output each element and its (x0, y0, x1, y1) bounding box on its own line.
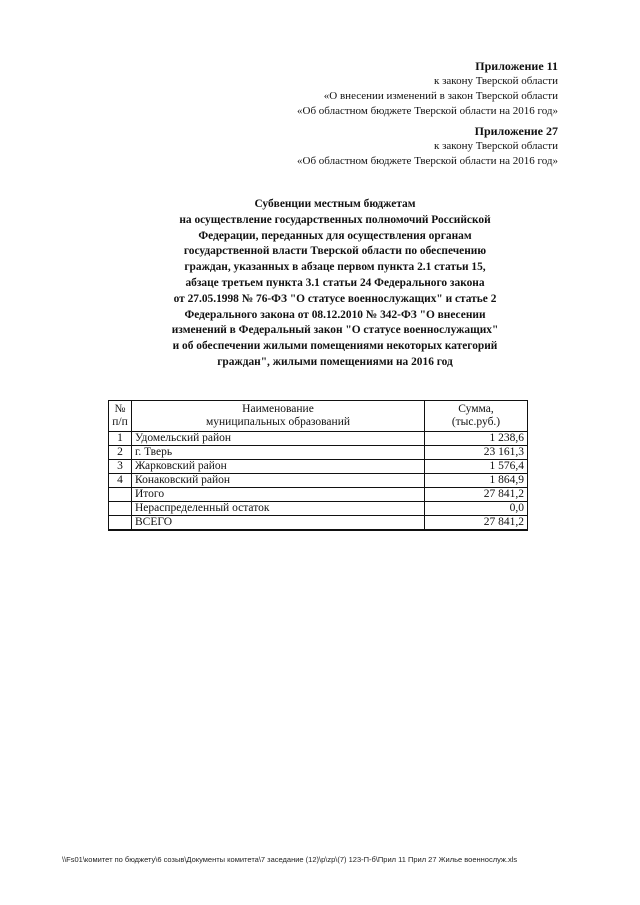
row-number: 3 (109, 460, 132, 474)
header-name (132, 401, 425, 432)
row-name: г. Тверь (132, 446, 425, 460)
row-sum: 1 576,4 (425, 460, 528, 474)
table-row (109, 432, 528, 446)
header-name-line1: Наименование (242, 403, 314, 415)
annex-11-line: к закону Тверской области (433, 75, 558, 87)
title-line: на осуществление государственных полномочий Российской (179, 213, 491, 226)
total-number-cell (109, 488, 132, 502)
row-name: Жарковский район (132, 460, 425, 474)
row-name: Удомельский район (132, 432, 425, 446)
title-line: от 27.05.1998 № 76-ФЗ "О статусе военнослужащих" и статье 2 (173, 292, 497, 305)
undistributed-label: Нераспределенный остаток (132, 502, 425, 516)
annex-11-header (297, 59, 558, 119)
row-name: Конаковский район (132, 474, 425, 488)
header-number (109, 401, 132, 432)
title-line: и об обеспечении жилыми помещениями некоторых категорий (172, 340, 498, 353)
header-sum (425, 401, 528, 432)
annex-11-line: «О внесении изменений в закон Тверской области (323, 90, 558, 102)
annex-27-line: к закону Тверской области (433, 140, 558, 152)
undistributed-sum: 0,0 (425, 502, 528, 516)
title-line: граждан", жилыми помещениями на 2016 год (217, 355, 453, 368)
header-number-line2: п/п (112, 416, 128, 428)
title-line: абзаце третьем пункта 3.1 статьи 24 Федерального закона (185, 276, 485, 289)
row-sum: 1 864,9 (425, 474, 528, 488)
header-number-line1: № (114, 403, 126, 415)
title-line: граждан, указанных в абзаце первом пункта 2.1 статьи 15, (184, 261, 486, 274)
title-line: Федерального закона от 08.12.2010 № 342-ФЗ "О внесении (184, 308, 486, 321)
document-title (150, 197, 520, 371)
table-header-row (109, 401, 528, 432)
subsidies-table (108, 400, 528, 531)
grand-total-row (109, 516, 528, 531)
undistributed-row (109, 502, 528, 516)
header-sum-line2: (тыс.руб.) (451, 416, 501, 428)
title-line: изменений в Федеральный закон "О статусе военнослужащих" (171, 324, 499, 337)
table-row (109, 474, 528, 488)
total-row (109, 488, 528, 502)
row-sum: 23 161,3 (425, 446, 528, 460)
header-sum-line1: Сумма, (458, 403, 494, 415)
annex-11-line: «Об областном бюджете Тверской области на 2016 год» (297, 105, 558, 117)
header-name-line2: муниципальных образований (205, 416, 351, 428)
total-label: Итого (132, 488, 425, 502)
row-number: 1 (109, 432, 132, 446)
title-line: Федерации, переданных для осуществления органам (198, 229, 472, 242)
annex-27-line: «Об областном бюджете Тверской области на 2016 год» (297, 155, 558, 167)
row-sum: 1 238,6 (425, 432, 528, 446)
annex-27-header (297, 124, 558, 169)
annex-27-title: Приложение 27 (474, 124, 558, 138)
row-number: 2 (109, 446, 132, 460)
table-row (109, 460, 528, 474)
total-sum: 27 841,2 (425, 488, 528, 502)
table-row (109, 446, 528, 460)
annex-11-title: Приложение 11 (475, 59, 558, 73)
grand-total-label: ВСЕГО (132, 516, 425, 531)
title-line: государственной власти Тверской области по обеспечению (183, 245, 487, 258)
undistributed-number-cell (109, 502, 132, 516)
file-path-footer: \\Fs01\комитет по бюджету\6 созыв\Документы комитета\7 заседание (12)\p\zp\(7) 123-П-б\Прил 11 Прил 27 Жилье военнослуж.xls (62, 855, 518, 864)
title-line: Субвенции местным бюджетам (254, 198, 416, 210)
grand-total-number-cell (109, 516, 132, 531)
row-number: 4 (109, 474, 132, 488)
grand-total-sum: 27 841,2 (425, 516, 528, 531)
